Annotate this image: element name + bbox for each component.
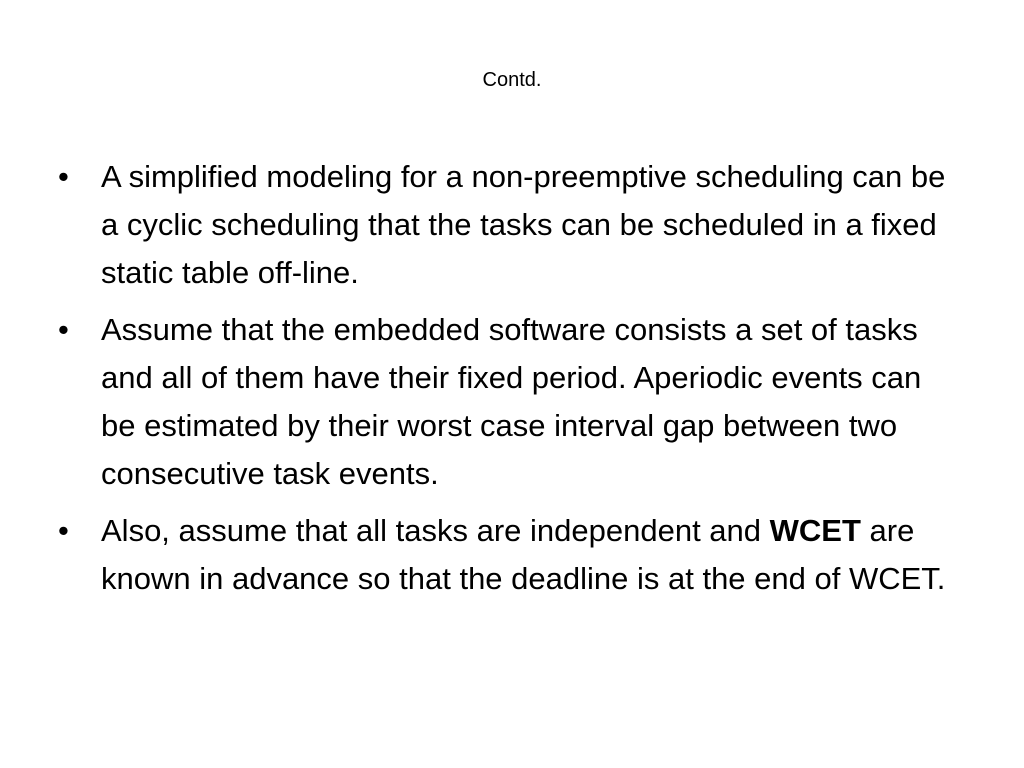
bullet-text-before: Also, assume that all tasks are independent and [101,513,770,548]
bullet-item-2 [58,306,948,498]
bullet-text-bold: WCET [769,513,861,548]
bullet-text-after: are known in advance so that the deadline is at the end of WCET. [101,513,946,596]
bullet-text: Assume that the embedded software consists a set of tasks and all of them have their fixed period. Aperiodic events can be estimated by their worst case interval gap between two consecutive task events. [101,312,922,491]
slide-title: Contd. [482,69,542,91]
bullet-item-1 [58,153,948,297]
bullet-icon: • [58,159,69,194]
bullet-list [58,153,948,612]
bullet-icon: • [58,312,69,347]
bullet-item-3 [58,507,948,603]
bullet-icon: • [58,513,69,548]
bullet-text: A simplified modeling for a non-preemptive scheduling can be a cyclic scheduling that the tasks can be scheduled in a fixed static table off-line. [101,159,946,290]
